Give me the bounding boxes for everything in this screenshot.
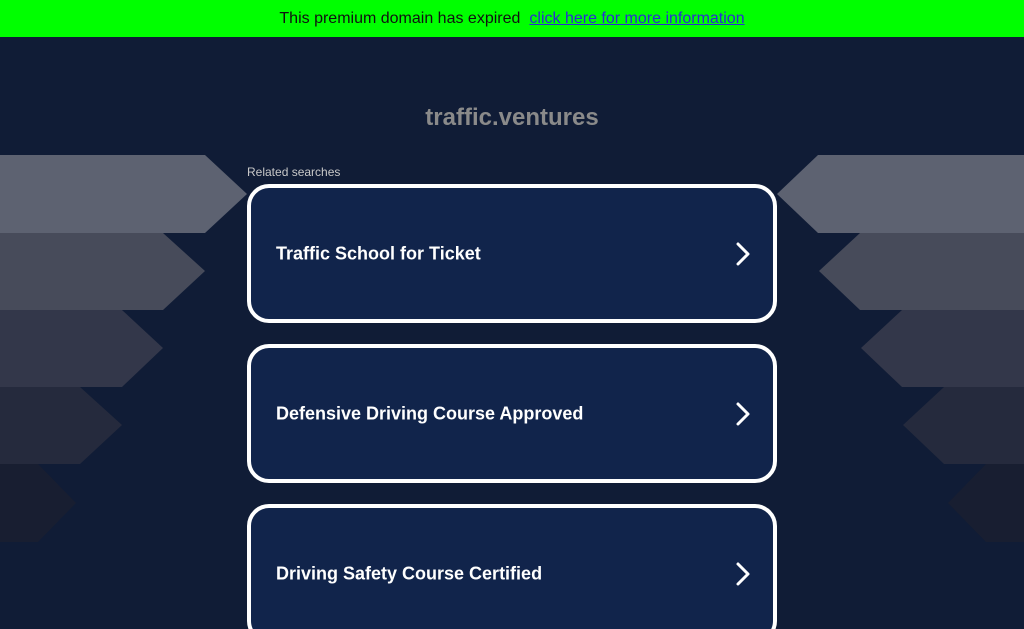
banner-message: This premium domain has expired <box>279 9 521 27</box>
related-search-item-traffic-school[interactable] <box>247 184 777 323</box>
related-search-item-defensive-driving[interactable] <box>247 344 777 483</box>
more-information-link[interactable]: click here for more information <box>529 9 745 27</box>
left-arrow-1 <box>0 155 247 233</box>
chevron-right-icon <box>733 241 753 267</box>
left-arrow-2 <box>0 233 205 310</box>
right-arrow-1 <box>777 155 1024 233</box>
expired-domain-banner <box>0 0 1024 37</box>
right-arrow-2 <box>819 233 1024 310</box>
related-searches-label: Related searches <box>247 165 341 179</box>
related-search-label: Defensive Driving Course Approved <box>276 403 584 423</box>
right-arrow-4 <box>903 387 1024 464</box>
chevron-right-icon <box>733 401 753 427</box>
related-search-label: Traffic School for Ticket <box>276 243 481 263</box>
right-arrow-5 <box>948 464 1024 542</box>
left-arrow-3 <box>0 310 163 387</box>
right-arrow-3 <box>861 310 1024 387</box>
related-search-item-driving-safety[interactable] <box>247 504 777 629</box>
chevron-right-icon <box>733 561 753 587</box>
left-arrow-5 <box>0 464 76 542</box>
left-arrow-4 <box>0 387 122 464</box>
domain-title: traffic.ventures <box>425 104 599 131</box>
related-search-label: Driving Safety Course Certified <box>276 563 543 583</box>
